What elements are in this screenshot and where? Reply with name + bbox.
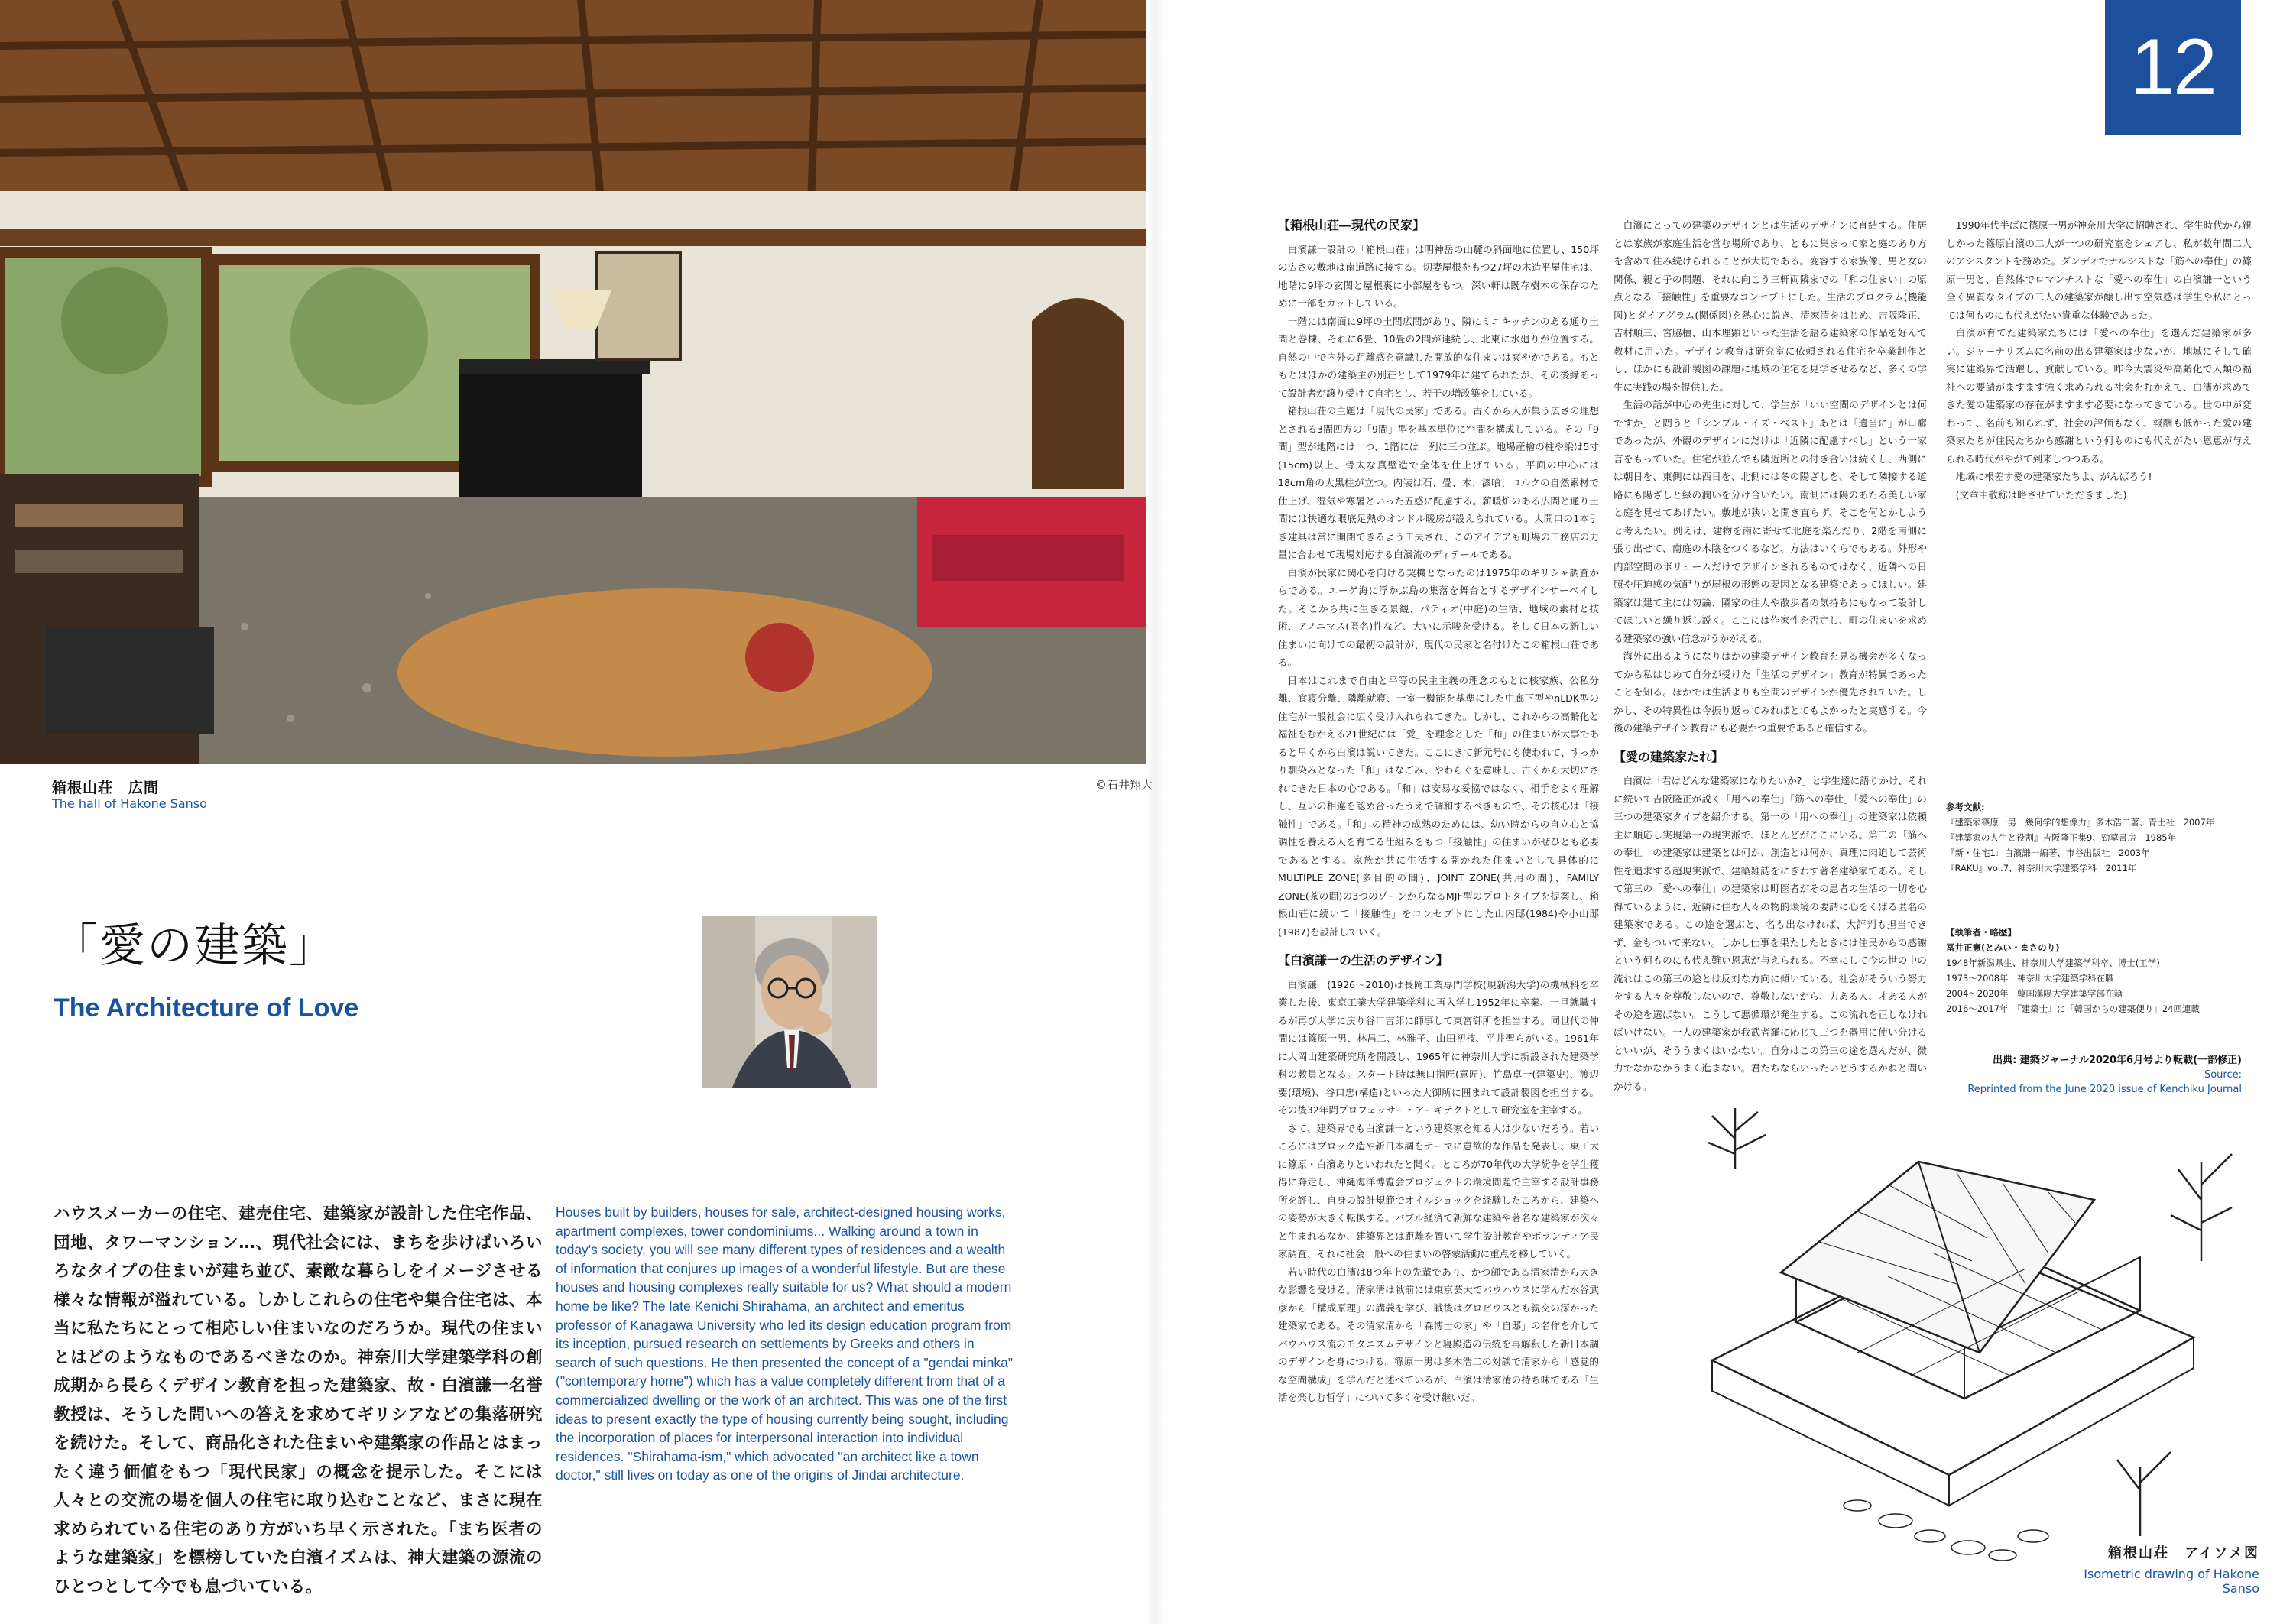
author-name: 冨井正憲(とみい・まさのり) (1946, 942, 2060, 953)
author-bio-line: 1973～2008年 神奈川大学建築学科在職 (1946, 973, 2114, 984)
paragraph: 日本はこれまで自由と平等の民主主義の理念のもとに核家族、公私分離、食寝分離、隣離就寝、一室一機能を基準にした中廊下型やnLDK型の住宅が一般社会に広く受け入れられてきた。しかし、これからの高齢化と福祉をむかえる21世紀には「愛」を理念とした「和」の住まいが大事であると早くから白濱は説いてきた。ここにきて新元号にも使われて、すっかり馴染みとなった「和」はなごみ、やわらぐを意味し、古くから大切にされてきた日本の心である。「和」は安易な妥協ではなく、相手をよく理解し、互いの相違を認め合ったうえで調和するべきもので、その核心は「接触性」である。「和」の精神の成熟のためには、幼い時からの自立心と協調性を養える人を育てる仕組みをもつ「接触性」の住まいがぜひとも必要であるとする。家族が共に生活する開かれた住まいとして具体的にMULTIPLE ZONE(多目的の間)、JOINT ZONE(共用の間)、FAMILY ZONE(茶の間)の3つのゾーンからなるMJF型のプロトタイプを提案し、箱根山荘に続いて「接触性」をコンセプトにした山内邸(1984)や小山邸(1987)を設計していく。 (1278, 674, 1599, 938)
section-heading-hakone-sanso: 【箱根山荘―現代の民家】 (1278, 218, 1425, 232)
references-heading: 参考文献: (1946, 802, 1985, 812)
note: (文章中敬称は略させていただきました) (1955, 488, 2127, 501)
isometric-caption-jp: 箱根山荘 アイソメ図 (2107, 1545, 2259, 1561)
paragraph: 白濱が育てた建築家たちには「愛への奉仕」を選んだ建築家が多い。ジャーナリズムに名前の出る建築家は少ないが、地域にそして確実に建築界で活躍し、貢献している。昨今大震災や高齢化で人類の福祉への要請がますます強く求められる社会をむかえて、白濱が求めてきた愛の建築家の存在がますます必要になってきている。世の中が変わって、名前も知られず、社会の評価もなく、報酬も低かった愛の建築家たちが住民たちから感謝という何ものにも代えがたい恩恵が与えられる時代がやがて到来しつつある。 (1946, 327, 2252, 465)
paragraph: 一階には南面に9坪の土間広間があり、隣にミニキッチンのある通り土間と巻棟、それに6畳、10畳の2間が連続し、北東に水廻りが位置する。自然の中で内外の距離感を意識した開放的な住まいは爽やかである。もともとはほかの建築主の別荘として1979年に建てられたが、その後縁あって設計者が譲り受けて自宅とし、若干の増改築をしている。 (1278, 315, 1599, 399)
portrait-photo (702, 916, 877, 1088)
paragraph: 白濱が民家に関心を向ける契機となったのは1975年のギリシャ調査からである。エーゲ海に浮かぶ島の集落を舞台とするデザインサーベイした。そこから共に生きる景観、パティオ(中庭)の生活、地域の素材と技術、アノニマス(匿名)性など、大いに示唆を受ける。そして日本の新しい住まいに向けての最初の設計が、現代の民家と名付けたこの箱根山荘である。 (1278, 566, 1599, 668)
hall-photo (0, 0, 1156, 764)
page-number: 12 (2105, 0, 2241, 135)
references (1946, 799, 2252, 876)
paragraph: 白濱謙一(1926～2010)は長岡工業専門学校(現新潟大学)の機械科を卒業した後、東京工業大学建築学科に再入学し1952年に卒業、一旦就職するが再び大学に戻り谷口吉郎に師事して東宮御所を担当する。同世代の仲間には篠原一男、林昌二、林雅子、山田初枝、平井聖らがいる。1961年に大岡山建築研究所を開設し、1965年に神奈川大学に新設された建築学科の教員となる。スタート時は無口指匠(意匠)、竹島卓一(建築史)、渡辺要(環境)、谷口忠(構造)といった大御所に囲まれて設計製図を担当する。その後32年間プロフェッサー・アーキテクトとして研究室を主宰する。 (1278, 978, 1599, 1116)
isometric-caption-en: Isometric drawing of Hakone Sanso (2084, 1567, 2259, 1596)
sub-title: The Architecture of Love (54, 994, 359, 1023)
paragraph: 箱根山荘の主題は「現代の民家」である。古くから人が集う広さの理想とされる3間四方の「9間」型を基本単位に空間を構成している。その「9間」型が地階には一つ、1階には一列に三つ並ぶ。地場産檜の柱や梁は5寸(15cm)以上、骨太な真壁造で全体を仕上げている。平面の中心には18cm角の大黒柱が立つ。内装は石、畳、木、漆喰、コルクの自然素材で仕上げ、湿気や寒暑といった五感に配慮する。薪暖炉のある広間と通り土間には快適な眼底足熱のオンドル暖房が設えられている。大開口の1本引き建具は常に開閉できるよう工夫され、このアイデアも町場の工務店の力量に合わせて現場対応する白濱流のディテールである。 (1278, 405, 1600, 560)
paragraph: 白濱謙一設計の「箱根山荘」は明神岳の山麓の斜面地に位置し、150坪の広さの敷地は南道路に接する。切妻屋根をもつ27坪の木造平屋住宅は、地階に9坪の玄関と屋根裏に小部屋をもつ。深い軒は既存樹木の保存のために一部をカットしている。 (1278, 243, 1599, 309)
author-bio-line: 1948年新潟県生、神奈川大学建築学科卒、博士(工学) (1946, 958, 2160, 968)
paragraph: さて、建築界でも白濱謙一という建築家を知る人は少ないだろう。若いころにはブロック造や新日本調をテーマに意欲的な作品を発表し、東工大に篠原・白濱ありといわれたと聞く。ところが70年代の大学紛争を学生獲得に奔走し、沖縄海洋博覧会プロジェクトの環境問題で主宰する設計事務所を評し、自身の設計規範でオイルショックを経験したころから、建築への姿勢が大きく転換する。バブル経済で新鮮な建築や著名な建築家が次々と生まれるなか、建築界とは距離を置いて学生設計教育やボランティア民家調査、それに社会一般への住まいの啓蒙活動に重点を移していく。 (1278, 1122, 1599, 1259)
photo-caption-jp: 箱根山荘 広間 (52, 780, 160, 796)
section-heading-architect-of-love: 【愛の建築家たれ】 (1614, 749, 1724, 764)
reference-item: 『建築家篠原一男 幾何学的想像力』多木浩二著、青土社 2007年 (1946, 817, 2215, 828)
page-gutter (1146, 0, 1165, 1624)
paragraph: 1990年代半ばに篠原一男が神奈川大学に招聘され、学生時代から親しかった篠原白濱の二人が一つの研究室をシェアし、私が数年間二人のアシスタントを務めた。ダンディでナルシストな「筋への奉仕」の篠原一男と、自然体でロマンチストな「愛への奉仕」の白濱謙一という全く異質なタイプの二人の建築家が醸し出す空気感は学生や私にとっては何ものにも代えがたい貴重な体験であった。 (1946, 219, 2252, 321)
source-en-text: Reprinted from the June 2020 issue of Kenchiku Journal (1967, 1084, 2242, 1095)
article-column-3 (1946, 216, 2252, 774)
article-column-1 (1278, 216, 1599, 1592)
reference-item: 『新・住宅1』白濱謙一編著、市谷出版社 2003年 (1946, 848, 2150, 858)
reference-item: 『建築家の人生と役割』吉阪隆正集9、勁草書房 1985年 (1946, 832, 2177, 843)
source-en-label: Source: (2204, 1069, 2242, 1081)
paragraph: 白濱にとっての建築のデザインとは生活のデザインに直結する。住居とは家族が家庭生活を営む場所であり、ともに集まって家と庭のあり方を含めて住み続けられることが大切である。変容する家族像、男と女の関係、親と子の問題、それに向こう三軒両隣までの「和の住まい」の原点となる「接触性」を重要なコンセプトにした。生活のプログラム(機能図)とダイアグラム(関係図)を熱心に説き、清家清をはじめ、吉阪隆正、吉村順三、宮脇檀、山本理顕といった生活を語る建築家の作品を好んで教材に用いた。デザイン教育は研究室に依頼される住宅を卒業制作とし、ほかにも設計製図の課題に地域の住宅を見学させるなど、多くの学生に実践の場を提供した。 (1614, 219, 1927, 393)
author-bio-line: 2004～2020年 韓国漢陽大学建築学部在籍 (1946, 988, 2123, 999)
paragraph: 海外に出るようになりはかの建築デザイン教育を見る機会が多くなってから私はじめて自分が受けた「生活のデザイン」教育が特異であったことを知る。ほかでは生活よりも空間のデザインが優先されていた。しかし、その特異性は今振り返ってみればとてもよかったと実感する。今後の建築デザイン教育にも必要かつ重要であると確信する。 (1614, 650, 1927, 734)
article-column-2 (1614, 216, 1927, 1092)
source-jp: 出典: 建築ジャーナル2020年6月号より転載(一部修正) (1993, 1055, 2242, 1066)
author-bio-line: 2016～2017年 『建築士』に「韓国からの建築便り」24回連載 (1946, 1003, 2200, 1014)
photo-caption-en: The hall of Hakone Sanso (52, 796, 207, 811)
main-title: 「愛の建築」 (52, 919, 336, 973)
paragraph: 白濱は「君はどんな建築家になりたいか?」と学生達に語りかけ、それに続いて吉阪隆正が説く「用への奉仕」「筋への奉仕」「愛への奉仕」の三つの建築家タイプを紹介する。第一の「用への奉仕」の建築家は依頼主に順応し実現第一の現実派で、ほとんどがここにいる。第二の「筋への奉仕」の建築家は建築とは何か、創造とは何か、真理に肉迫して芸術性を追求する超現実派で、建築雑誌をにぎわす著名建築家である。そして第三の「愛への奉仕」の建築家は町医者がその患者の生活の一切を心得ているように、近隣に住む人々の物的環境の要請に心をくばる匿名の建築家である。この途を選ぶと、名も出なければ、大評判も担当できず、金もついて来ない。しかし仕事を果たしたときには住民からの感謝という何ものにも代え難い恩恵が与えられる。不幸にして今の世の中の流れはこの第三の途とは反対な方向に傾いている。社会がそういう努力をする人々を尊敬しないので、尊敬しないから、力ある人、才ある人がその途を選ばない。こうして悪循環が発生する。この流れを正しなければいけない。一人の建築家が我武者羅に応じて三つを器用に使い分けるといいが、そううまくはいかない。自分はこの第三の途を選んだが、微力でなかなかうまく進まない。君たちならいったいどうするかねと問いかける。 (1614, 775, 1927, 1092)
author-profile (1946, 925, 2252, 1016)
reference-item: 『RAKU』vol.7、神奈川大学建築学科 2011年 (1946, 863, 2137, 874)
photo-credit: ©石井翔大 (1095, 778, 1153, 792)
paragraph: 地域に根差す愛の建築家たちよ、がんばろう! (1955, 471, 2152, 482)
intro-text-en: Houses built by builders, houses for sale, architect-designed housing works, apartment complexes, tower condominiums... Walking around a town in today's society, you will see many different types of residences and a wealth of information that conjures up images of a wonderful lifestyle. But are these houses and housing complexes really suitable for us? What should a modern home be like? The late Kenichi Shirahama, an architect and emeritus professor of Kanagawa University who led its design education program from its inception, pursued research on settlements by Greeks and others in search of such questions. He then presented the concept of a "gendai minka" ("contemporary home") which has a value completely different from that of a commercialized dwelling or the work of an architect. This was one of the first ideas to present exactly the type of housing currently being sought, including the incorporation of places for interpersonal interaction into individual residences. "Shirahama-ism," which advocated "an architect like a town doctor," still lives on today as one of the origins of Jindai architecture. (556, 1204, 1014, 1483)
isometric-drawing (1666, 1108, 2255, 1567)
paragraph: 生活の話が中心の先生に対して、学生が「いい空間のデザインとは何ですか」と問うと「シンプル・イズ・ベスト」あとは「適当に」が口癖であったが、外観のデザインにだけは「近隣に配慮すべし」という一家言をもっていた。住宅が並んでも隣近所との付き合いは続くし、西側には朝日を、東側には西日を、北側には冬の陽ざしを、そして隣接する道路にも陽ざしと緑の潤いを分け合いたい。南側には陽のあたる美しい家と庭を見せてあげたい。敷地が狭いと開き直らず、そこを何とかしようと考えたい。例えば、建物を南に寄せて北庭を楽んだり、2階を南側に張り出せて、南庭の木陰をつくるなど、方法はいくらでもある。外形や内部空間のボリュームだけでデザインされるものではなく、近隣への日照や圧迫感の気配りが屋根の形態の要因となる建築であってほしい。建築家は建て主には勿論、隣家の住人や散歩者の気持ちにもなって設計してほしいと繰り返し説く。ここには作家性を否定し、町の住まいを求める建築家の強い信念がうかがえる。 (1614, 399, 1927, 644)
author-heading: 【執筆者・略歴】 (1946, 927, 2016, 938)
intro-text-jp: ハウスメーカーの住宅、建売住宅、建築家が設計した住宅作品、団地、タワーマンション…、現代社会には、まちを歩けばいろいろなタイプの住まいが建ち並び、素敵な暮らしをイメージさせる様々な情報が溢れている。しかしこれらの住宅や集合住宅は、本当に私たちにとって相応しい住まいなのだろうか。現代の住まいとはどのようなものであるべきなのか。神奈川大学建築学科の創成期から長らくデザイン教育を担った建築家、故・白濱謙一名誉教授は、そうした問いへの答えを求めてギリシアなどの集落研究を続けた。そして、商品化された住まいや建築家の作品とはまったく違う価値をもつ「現代民家」の概念を提示した。そこには人々との交流の場を個人の住宅に取り込むことなど、まさに現在求められている住宅のあり方がいち早く示された。「まち医者のような建築家」を標榜していた白濱イズムは、神大建築の源流のひとつとして今でも息づいている。 (54, 1204, 543, 1596)
paragraph: 若い時代の白濱は8つ年上の先輩であり、かつ師である清家清から大きな影響を受ける。清家清は戦前には東京芸大でバウハウスに学んだ水谷武彦から「構成原理」の講義を学び、戦後はグロピウスとも親交の深かった建築家である。その清家清から「森博士の家」や「自邸」の名作を介してバウハウス流のモダニズムデザインと寝殿造の伝統を再解釈した新日本調のデザインを身につける。篠原一男は多木浩二の対談で清家から「感覚的な空間構成」を学んだと述べているが、白濱は清家清の持ち味である「生活を楽しむ哲学」について多くを受け継いだ。 (1278, 1266, 1599, 1403)
source-note (1946, 1053, 2242, 1097)
section-heading-life-design: 【白濱謙一の生活のデザイン】 (1278, 953, 1448, 968)
